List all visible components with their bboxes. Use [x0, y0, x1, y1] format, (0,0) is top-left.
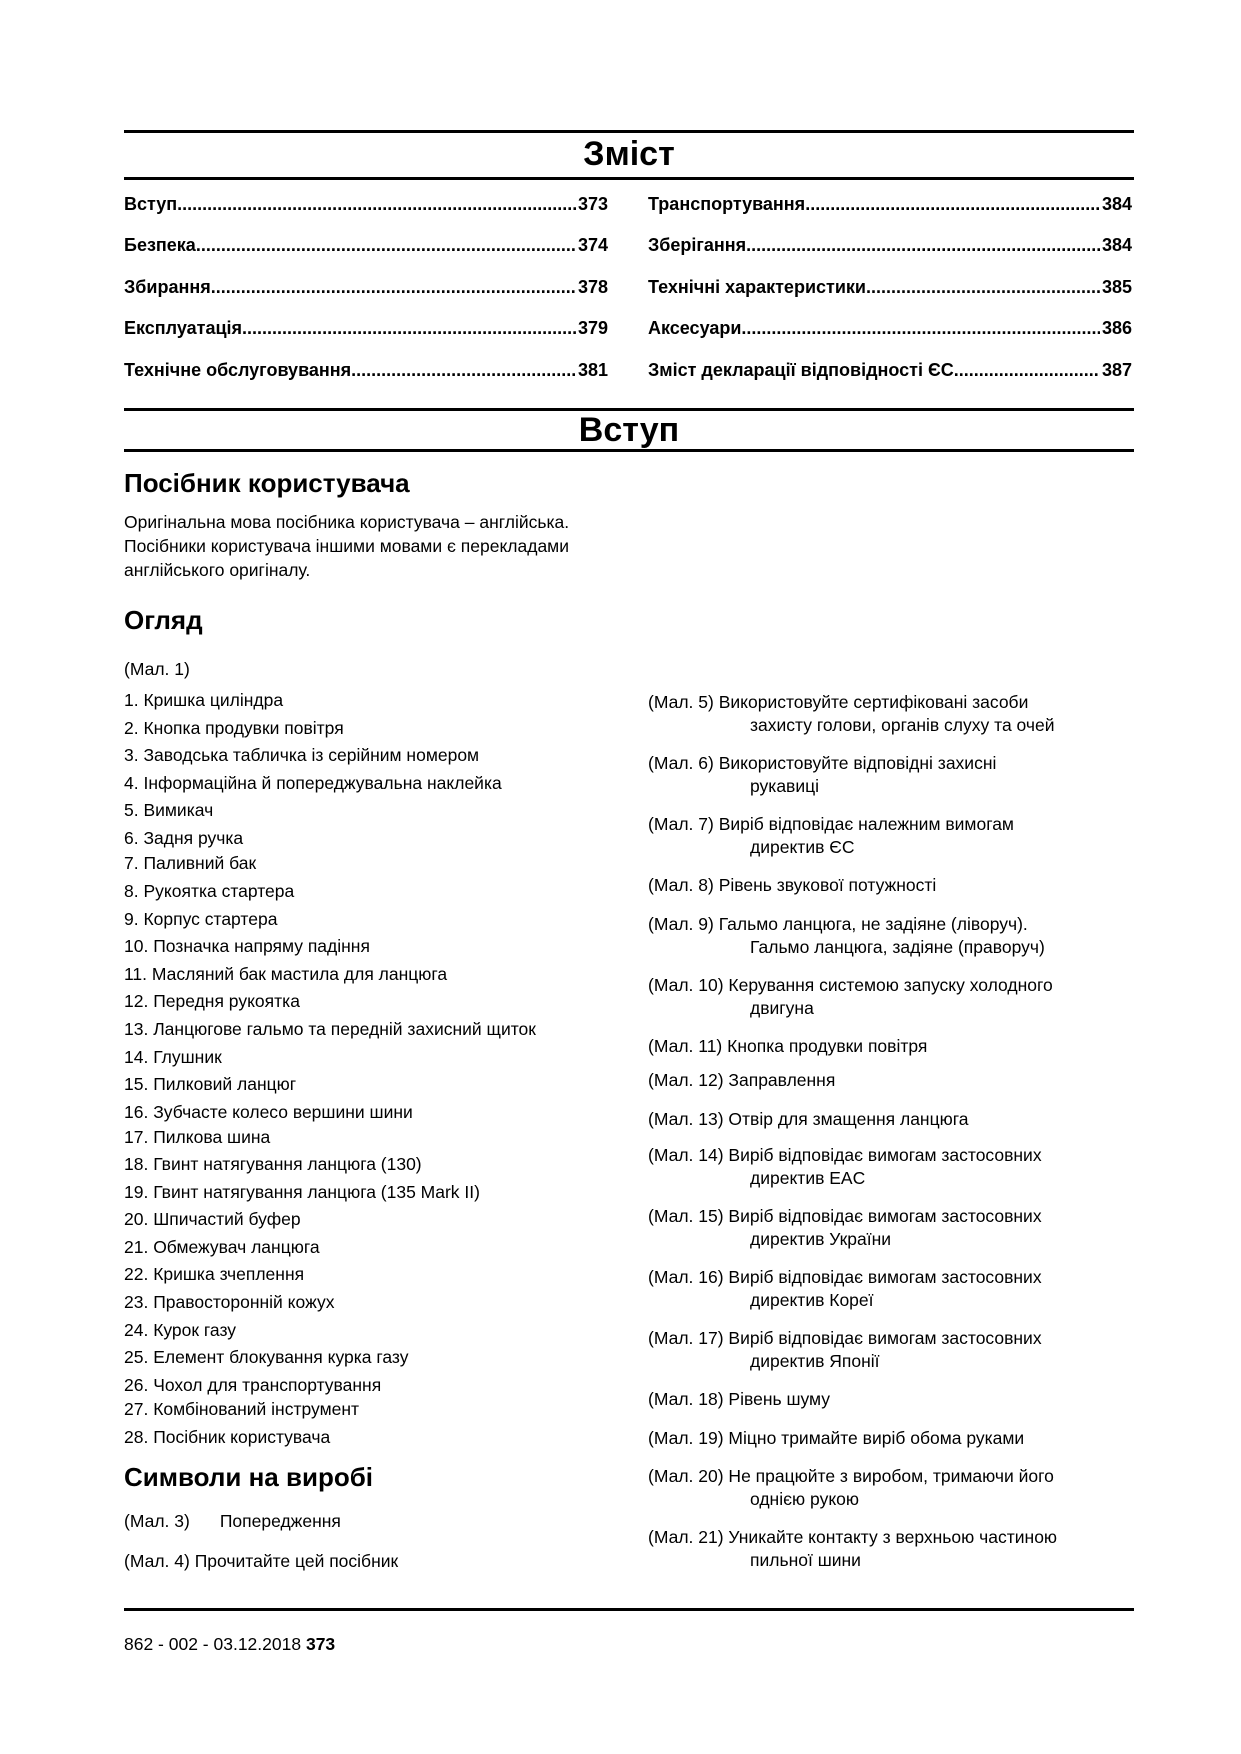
overview-item: 15. Пилковий ланцюг [124, 1074, 297, 1094]
overview-item: 23. Правосторонній кожух [124, 1292, 335, 1312]
overview-item: 6. Задня ручка [124, 828, 244, 848]
symbol-line-1: (Мал. 15) Виріб відповідає вимогам застосовних [648, 1206, 1042, 1226]
overview-item: 4. Інформаційна й попереджувальна наклейка [124, 773, 502, 793]
symbol-line-2: захисту голови, органів слуху та очей [750, 715, 1055, 735]
overview-item: 11. Масляний бак мастила для ланцюга [124, 964, 448, 984]
toc-entry-title: Зміст декларації відповідності ЄС [648, 360, 954, 380]
toc-entry-ec-declaration[interactable] [648, 359, 1132, 381]
symbol-line-2: пильної шини [750, 1550, 861, 1570]
symbol-item [648, 752, 1128, 798]
symbol-line-1: (Мал. 10) Керування системою запуску холодного [648, 975, 1053, 995]
toc-entry-transport[interactable] [648, 193, 1132, 215]
toc-entry-technical-data[interactable] [648, 276, 1132, 298]
toc-entry-page: 379 [577, 318, 608, 338]
symbol-item [648, 1526, 1128, 1572]
symbol-item [648, 1427, 1128, 1450]
overview-item: 24. Курок газу [124, 1320, 237, 1340]
toc-entry-page: 384 [1101, 194, 1132, 214]
symbol-line-1: (Мал. 9) Гальмо ланцюга, не задіяне (ліворуч). [648, 914, 1028, 934]
symbol-text: Попередження [219, 1511, 341, 1531]
toc-dot-leader [805, 193, 1100, 215]
intro-title: Вступ [578, 411, 680, 449]
manual-text: Оригінальна мова посібника користувача – англійська. Посібники користувача іншими мовами є перекладами англійського оригіналу. [124, 512, 570, 580]
toc-entry-title: Безпека [124, 235, 196, 255]
symbol-line-1: (Мал. 13) Отвір для змащення ланцюга [648, 1109, 969, 1129]
overview-item: 19. Гвинт натягування ланцюга (135 Mark II) [124, 1182, 480, 1202]
toc-dot-leader [211, 276, 576, 298]
toc-entry-page: 385 [1101, 277, 1132, 297]
overview-item: 5. Вимикач [124, 800, 214, 820]
toc-entry-title: Технічне обслуговування [124, 360, 352, 380]
overview-item: 27. Комбінований інструмент [124, 1399, 360, 1419]
symbol-item [124, 1510, 341, 1532]
symbol-item [648, 913, 1128, 959]
toc-entry-intro[interactable] [124, 193, 608, 215]
toc-entry-title: Транспортування [648, 194, 806, 214]
footer-rule [124, 1608, 1134, 1611]
overview-item: 7. Паливний бак [124, 853, 257, 873]
toc-dot-leader [351, 359, 576, 381]
toc-title-rule [124, 177, 1134, 180]
symbol-item [648, 813, 1128, 859]
symbol-item [648, 1144, 1128, 1190]
toc-entry-title: Вступ [124, 194, 178, 214]
toc-entry-title: Технічні характеристики [648, 277, 866, 297]
symbol-item [648, 1108, 1128, 1131]
symbol-line-1: (Мал. 20) Не працюйте з виробом, тримаючи його [648, 1466, 1054, 1486]
symbol-line-1: (Мал. 14) Виріб відповідає вимогам застосовних [648, 1145, 1042, 1165]
overview-item: 16. Зубчасте колесо вершини шини [124, 1102, 413, 1122]
toc-dot-leader [177, 193, 576, 215]
symbol-line-2: директив Кореї [750, 1290, 874, 1310]
toc-dot-leader [196, 234, 576, 256]
toc-title: Зміст [583, 135, 675, 173]
symbol-line-2: директив EAC [750, 1168, 866, 1188]
symbol-line-2: директив ЄС [750, 837, 855, 857]
symbol-line-2: директив Японії [750, 1351, 880, 1371]
footer [124, 1633, 335, 1655]
toc-entry-safety[interactable] [124, 234, 608, 256]
symbol-item [124, 1550, 398, 1572]
symbol-item [648, 1035, 1128, 1058]
toc-entry-page: 381 [577, 360, 608, 380]
toc-entry-page: 384 [1101, 235, 1132, 255]
toc-entry-page: 374 [577, 235, 608, 255]
toc-dot-leader [746, 234, 1100, 256]
symbol-item [648, 1205, 1128, 1251]
overview-item: 21. Обмежувач ланцюга [124, 1237, 320, 1257]
symbol-item [648, 1266, 1128, 1312]
symbol-line-1: (Мал. 21) Уникайте контакту з верхньою частиною [648, 1527, 1058, 1547]
symbol-line-1: (Мал. 5) Використовуйте сертифіковані засоби [648, 692, 1029, 712]
overview-item: 2. Кнопка продувки повітря [124, 718, 344, 738]
toc-dot-leader [866, 276, 1100, 298]
symbol-item [648, 1465, 1128, 1511]
symbol-line-1: (Мал. 11) Кнопка продувки повітря [648, 1036, 928, 1056]
symbol-line-1: (Мал. 7) Виріб відповідає належним вимогам [648, 814, 1014, 834]
symbol-line-2: двигуна [750, 998, 814, 1018]
footer-page-number: 373 [305, 1634, 336, 1654]
symbol-item [648, 1069, 1128, 1092]
symbol-ref: (Мал. 3) [124, 1511, 190, 1531]
toc-entry-page: 386 [1101, 318, 1132, 338]
overview-item: 17. Пилкова шина [124, 1127, 271, 1147]
symbol-line-2: однією рукою [750, 1489, 860, 1509]
toc-entry-page: 378 [577, 277, 608, 297]
overview-figure-ref: (Мал. 1) [124, 659, 190, 679]
toc-entry-page: 387 [1101, 360, 1132, 380]
toc-entry-accessories[interactable] [648, 317, 1132, 339]
overview-item: 28. Посібник користувача [124, 1427, 331, 1447]
symbol-line-2: директив України [750, 1229, 892, 1249]
symbol-line-1: (Мал. 12) Заправлення [648, 1070, 836, 1090]
toc-entry-storage[interactable] [648, 234, 1132, 256]
overview-item: 8. Рукоятка стартера [124, 881, 295, 901]
symbol-line-1: (Мал. 6) Використовуйте відповідні захисні [648, 753, 997, 773]
symbol-line-1: (Мал. 16) Виріб відповідає вимогам застосовних [648, 1267, 1042, 1287]
symbol-item [648, 874, 1128, 897]
symbol-line-1: (Мал. 19) Міцно тримайте виріб обома руками [648, 1428, 1025, 1448]
symbol-ref: (Мал. 4) [124, 1551, 190, 1571]
toc-dot-leader [954, 359, 1100, 381]
symbol-item [648, 1327, 1128, 1373]
overview-item: 26. Чохол для транспортування [124, 1375, 382, 1395]
symbol-item [648, 1388, 1128, 1411]
symbol-line-1: (Мал. 18) Рівень шуму [648, 1389, 831, 1409]
overview-item: 25. Елемент блокування курка газу [124, 1347, 409, 1367]
toc-entry-page: 373 [577, 194, 608, 214]
overview-heading: Огляд [124, 605, 203, 635]
toc-entry-operation[interactable] [124, 317, 608, 339]
symbols-heading: Символи на виробі [124, 1462, 373, 1492]
toc-dot-leader [242, 317, 576, 339]
symbol-line-1: (Мал. 8) Рівень звукової потужності [648, 875, 937, 895]
symbol-item [648, 974, 1128, 1020]
toc-entry-title: Зберігання [648, 235, 747, 255]
symbol-line-1: (Мал. 17) Виріб відповідає вимогам застосовних [648, 1328, 1042, 1348]
toc-entry-maintenance[interactable] [124, 359, 608, 381]
footer-doc-code: 862 - 002 - 03.12.2018 [124, 1634, 302, 1654]
overview-item: 1. Кришка циліндра [124, 690, 284, 710]
intro-title-rule [124, 449, 1134, 452]
overview-item: 10. Позначка напряму падіння [124, 936, 370, 956]
top-rule [124, 130, 1134, 133]
toc-entry-assembly[interactable] [124, 276, 608, 298]
overview-item: 20. Шпичастий буфер [124, 1209, 301, 1229]
overview-item: 13. Ланцюгове гальмо та передній захисний щиток [124, 1019, 536, 1039]
toc-entry-title: Аксесуари [648, 318, 742, 338]
toc-entry-title: Збирання [124, 277, 211, 297]
overview-item: 12. Передня рукоятка [124, 991, 300, 1011]
overview-item: 18. Гвинт натягування ланцюга (130) [124, 1154, 422, 1174]
overview-item: 14. Глушник [124, 1047, 222, 1067]
overview-item: 22. Кришка зчеплення [124, 1264, 305, 1284]
overview-item: 9. Корпус стартера [124, 909, 278, 929]
symbol-text: Прочитайте цей посібник [194, 1551, 399, 1571]
symbol-item [648, 691, 1128, 737]
toc-entry-title: Експлуатація [124, 318, 243, 338]
symbol-line-2: рукавиці [750, 776, 820, 796]
symbol-line-2: Гальмо ланцюга, задіяне (праворуч) [750, 937, 1045, 957]
overview-item: 3. Заводська табличка із серійним номером [124, 745, 480, 765]
toc-dot-leader [741, 317, 1100, 339]
manual-heading: Посібник користувача [124, 468, 410, 498]
